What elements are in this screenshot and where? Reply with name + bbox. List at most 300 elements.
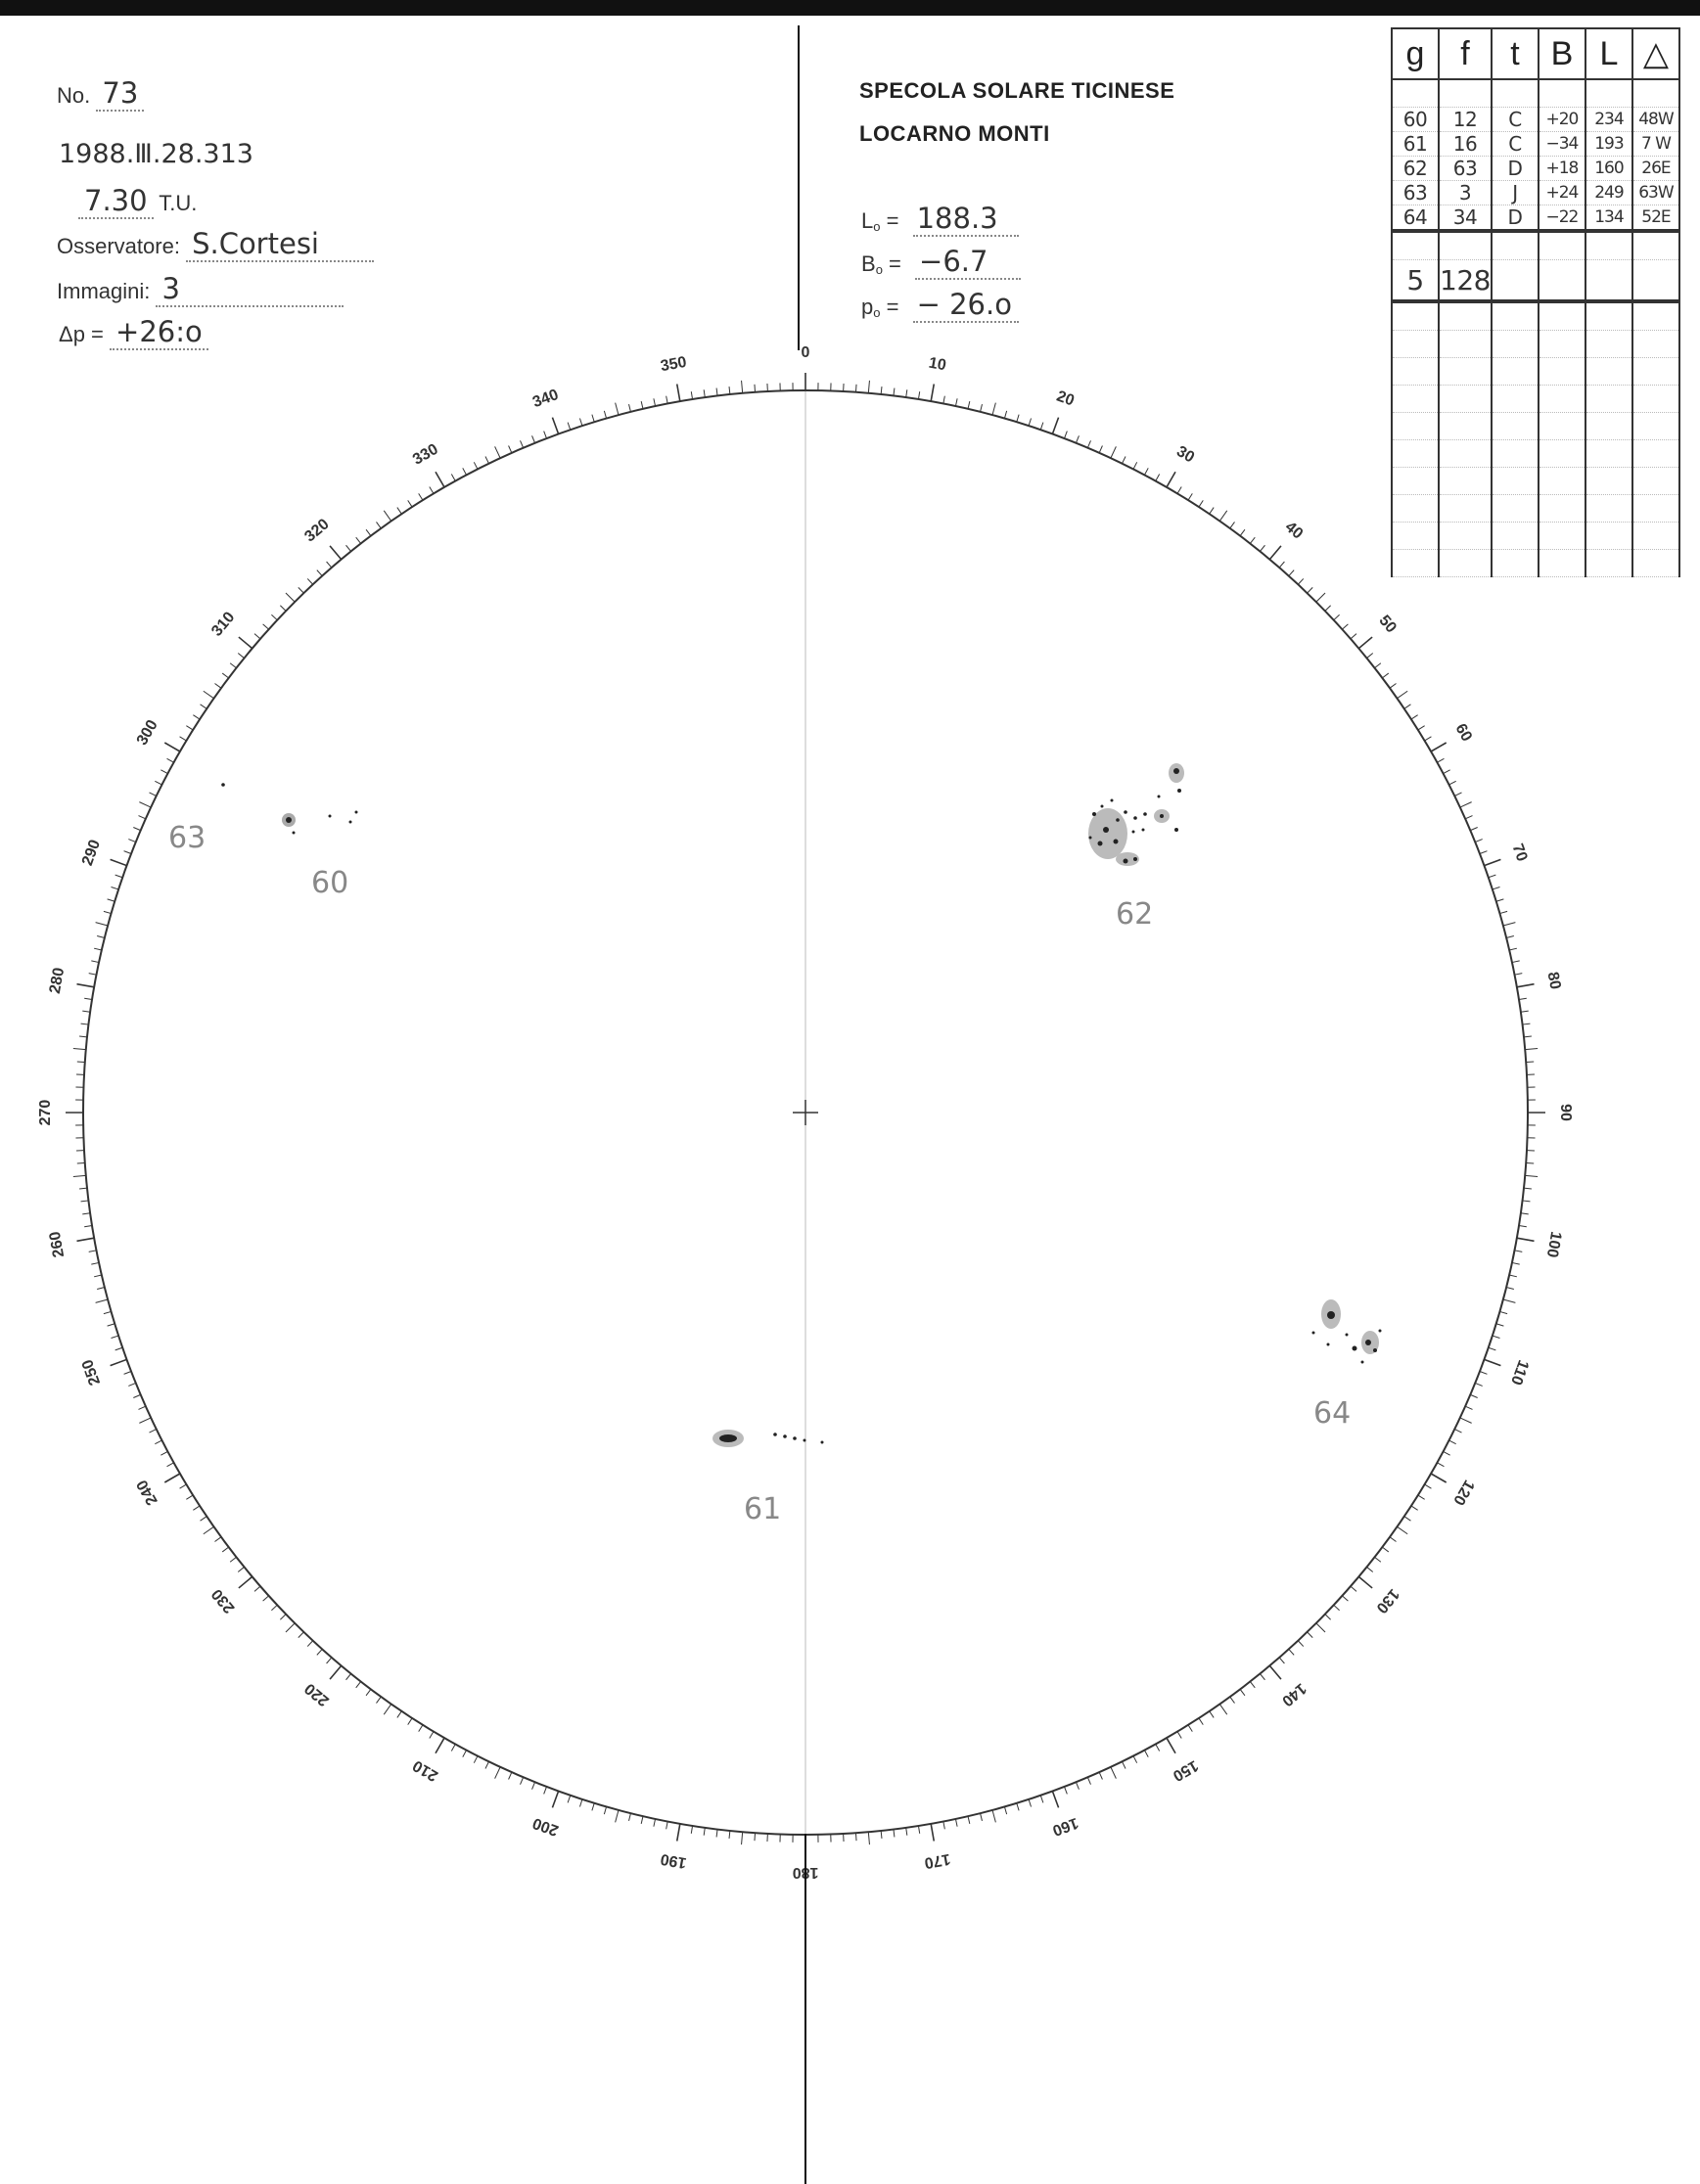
scale-tick: [485, 1761, 489, 1768]
table-cell: 48W: [1632, 108, 1679, 132]
header-f: f: [1439, 28, 1492, 79]
sunspot-group-63: [168, 783, 225, 855]
scale-tick: [84, 998, 92, 999]
scale-tick: [180, 1484, 187, 1488]
scale-tick: [931, 1824, 934, 1842]
scale-tick: [1431, 1474, 1447, 1482]
scale-tick: [1111, 1767, 1116, 1779]
scale-label: 20: [1054, 387, 1077, 410]
scale-label: 270: [37, 1099, 55, 1126]
header-g: g: [1392, 28, 1439, 79]
scale-label: 200: [530, 1813, 561, 1840]
scale-tick: [704, 1828, 705, 1836]
scale-tick: [881, 1831, 882, 1839]
scale-tick: [1522, 1201, 1530, 1202]
group-label-62: 62: [1116, 897, 1154, 932]
scale-tick: [1503, 923, 1516, 926]
scale-tick: [474, 462, 478, 469]
scale-tick: [1512, 961, 1520, 963]
spot: [804, 1439, 806, 1442]
scale-tick: [604, 411, 606, 419]
param-po-value: − 26.o: [913, 288, 1019, 323]
table-cell: 234: [1585, 108, 1632, 132]
table-cell: +20: [1539, 108, 1585, 132]
table-cell: 193: [1585, 132, 1632, 157]
param-po-eq: =: [886, 295, 899, 319]
scale-tick: [1289, 1649, 1294, 1655]
scale-tick: [894, 1829, 895, 1837]
scale-tick: [906, 1828, 907, 1836]
table-cell: 63W: [1632, 181, 1679, 205]
group-label-61: 61: [744, 1492, 782, 1526]
scale-tick: [238, 654, 244, 659]
scale-tick: [1524, 1188, 1532, 1189]
scale-tick: [263, 624, 269, 629]
scale-tick: [742, 1832, 743, 1844]
scale-tick: [1375, 1557, 1381, 1562]
scale-tick: [299, 587, 304, 593]
scale-tick: [1404, 1517, 1411, 1521]
scale-tick: [164, 1474, 180, 1482]
table-cell: 60: [1392, 108, 1439, 132]
scale-tick: [1431, 743, 1447, 751]
scale-tick: [474, 1756, 478, 1763]
scale-tick: [299, 1632, 304, 1638]
scale-tick: [96, 923, 109, 926]
scale-tick: [629, 1813, 631, 1821]
scale-tick: [968, 401, 970, 409]
scale-tick: [133, 828, 140, 831]
scale-tick: [485, 456, 489, 463]
scale-tick: [76, 984, 94, 987]
scale-tick: [1279, 562, 1284, 568]
scale-label: 250: [78, 1357, 105, 1388]
scale-tick: [463, 1751, 467, 1757]
scale-tick: [155, 1440, 161, 1444]
scale-tick: [1260, 545, 1264, 551]
scale-tick: [1496, 1324, 1504, 1326]
scale-tick: [1004, 1806, 1006, 1814]
scale-tick: [1525, 1175, 1538, 1176]
scale-label: 310: [208, 609, 239, 640]
scale-tick: [397, 508, 401, 515]
scale-label: 260: [46, 1230, 69, 1259]
scale-tick: [104, 911, 112, 913]
scale-tick: [307, 1641, 312, 1647]
scale-tick: [955, 398, 957, 406]
scale-tick: [532, 435, 535, 442]
scale-tick: [1493, 887, 1500, 888]
spot: [1132, 831, 1135, 834]
scale-tick: [1316, 593, 1325, 602]
scale-tick: [1496, 899, 1504, 901]
scale-tick: [704, 389, 705, 397]
number-label: No.: [57, 83, 91, 108]
scale-tick: [654, 398, 656, 406]
scale-tick: [1509, 948, 1517, 950]
scale-tick: [931, 384, 934, 401]
scale-tick: [1358, 1576, 1372, 1588]
scale-label: 130: [1372, 1585, 1402, 1616]
scale-tick: [254, 1586, 260, 1591]
scale-tick: [855, 1833, 856, 1841]
scale-tick: [968, 1816, 970, 1824]
scale-tick: [868, 1832, 869, 1844]
scale-label: 80: [1543, 970, 1564, 991]
scale-tick: [641, 401, 643, 409]
umbra: [1098, 842, 1103, 846]
scale-tick: [164, 743, 180, 751]
scale-tick: [1099, 1772, 1102, 1779]
scale-tick: [1367, 654, 1373, 659]
scale-tick: [641, 1816, 643, 1824]
spot: [293, 832, 296, 835]
scale-tick: [1308, 1632, 1313, 1638]
scale-tick: [1404, 705, 1411, 708]
scale-tick: [1475, 840, 1482, 842]
scale-tick: [1052, 418, 1058, 434]
scale-tick: [384, 1705, 391, 1715]
scale-tick: [1144, 468, 1148, 475]
scale-label: 100: [1542, 1230, 1565, 1259]
scale-tick: [1199, 500, 1203, 507]
scale-tick: [1425, 737, 1432, 741]
scale-label: 160: [1050, 1813, 1080, 1840]
scale-tick: [1519, 998, 1527, 999]
scale-tick: [1470, 828, 1477, 831]
scale-tick: [1351, 634, 1356, 639]
param-bo-eq: =: [889, 251, 901, 276]
scale-tick: [112, 887, 119, 888]
scale-tick: [89, 1251, 97, 1252]
scale-label: 150: [1170, 1756, 1201, 1785]
scale-label: 170: [923, 1849, 952, 1872]
scale-label: 140: [1278, 1679, 1309, 1709]
scale-tick: [167, 758, 174, 762]
scale-tick: [201, 705, 207, 708]
spot: [773, 1433, 777, 1436]
scale-tick: [138, 1406, 145, 1409]
scale-tick: [149, 793, 156, 796]
scale-tick: [91, 1262, 99, 1264]
images-value: 3: [156, 272, 344, 307]
scale-tick: [1506, 936, 1514, 938]
scale-tick: [73, 1175, 86, 1176]
date-value: 1988.Ⅲ.28.313: [59, 139, 253, 169]
scale-tick: [1425, 1484, 1432, 1488]
scale-tick: [271, 1605, 277, 1610]
scale-tick: [677, 384, 680, 401]
scale-tick: [180, 737, 187, 741]
scale-tick: [1460, 802, 1472, 807]
scale-tick: [1029, 419, 1031, 427]
scale-tick: [1133, 1756, 1137, 1763]
scale-tick: [943, 1821, 945, 1829]
param-lo-sub: o: [873, 219, 881, 234]
scale-tick: [193, 715, 200, 719]
param-lo-label: L: [861, 208, 874, 233]
scale-tick: [1240, 1689, 1245, 1695]
scale-tick: [868, 381, 869, 393]
group-label-64: 64: [1313, 1396, 1352, 1431]
scale-tick: [592, 415, 594, 423]
scale-tick: [1167, 472, 1175, 487]
scale-tick: [1260, 1674, 1264, 1680]
scale-label: 210: [410, 1756, 441, 1785]
scale-tick: [1230, 522, 1235, 527]
scale-tick: [992, 1810, 995, 1823]
scale-tick: [1418, 726, 1425, 730]
scale-tick: [616, 1810, 619, 1823]
scale-tick: [1230, 1697, 1235, 1703]
scale-tick: [1449, 1440, 1456, 1444]
table-cell: D: [1492, 205, 1539, 232]
scale-tick: [1514, 974, 1522, 976]
scale-tick: [1517, 984, 1535, 987]
spot: [1142, 829, 1145, 832]
scale-tick: [1144, 1751, 1148, 1757]
scale-tick: [1480, 1371, 1487, 1374]
scale-tick: [616, 403, 619, 416]
scale-tick: [1064, 432, 1067, 438]
scale-tick: [1210, 508, 1214, 515]
scale-tick: [81, 1201, 89, 1202]
scale-tick: [77, 1162, 85, 1163]
scale-tick: [238, 1567, 244, 1571]
scale-tick: [76, 1238, 94, 1241]
scale-tick: [82, 1213, 90, 1214]
scale-tick: [1156, 1744, 1160, 1751]
umbra: [1114, 840, 1119, 844]
scale-tick: [1156, 475, 1160, 481]
spot: [1158, 796, 1161, 798]
observer-value: S.Cortesi: [186, 227, 374, 262]
scale-tick: [186, 726, 193, 730]
scale-tick: [1017, 1803, 1019, 1811]
scale-label: 350: [659, 353, 688, 376]
scale-tick: [161, 1451, 167, 1455]
scale-tick: [755, 385, 756, 392]
scale-tick: [139, 802, 151, 807]
scale-tick: [1437, 1463, 1444, 1467]
scale-tick: [1514, 1251, 1522, 1252]
scale-tick: [1342, 1596, 1348, 1601]
spot: [1346, 1334, 1349, 1337]
scale-tick: [1509, 1275, 1517, 1277]
scale-tick: [1325, 606, 1331, 612]
scale-tick: [1029, 1799, 1031, 1807]
umbra: [1160, 814, 1164, 818]
scale-tick: [1040, 423, 1043, 431]
scale-tick: [1465, 816, 1472, 819]
scale-tick: [691, 1826, 692, 1834]
spot: [1111, 799, 1114, 802]
scale-tick: [1219, 1705, 1226, 1715]
spot: [1312, 1332, 1315, 1335]
scale-tick: [654, 1819, 656, 1827]
scale-tick: [149, 1430, 156, 1433]
scale-tick: [1465, 1406, 1472, 1409]
scale-tick: [1521, 1011, 1529, 1012]
scale-tick: [222, 673, 228, 678]
table-cell: +24: [1539, 181, 1585, 205]
scale-tick: [509, 445, 512, 452]
table-cell: 3: [1439, 181, 1492, 205]
scale-tick: [286, 1623, 295, 1632]
scale-tick: [408, 500, 412, 507]
observatory-name-line1: SPECOLA SOLARE TICINESE: [859, 78, 1175, 103]
spot: [329, 815, 332, 818]
scale-tick: [1382, 1547, 1388, 1552]
scale-tick: [1517, 1238, 1535, 1241]
time-unit: T.U.: [159, 191, 198, 215]
scale-tick: [97, 1288, 105, 1290]
scale-tick: [366, 1689, 371, 1695]
scale-tick: [124, 851, 131, 854]
scale-tick: [1199, 1718, 1203, 1725]
scale-tick: [1004, 411, 1006, 419]
scale-tick: [1525, 1049, 1538, 1050]
scale-tick: [1334, 614, 1340, 619]
scale-tick: [451, 475, 455, 481]
scale-tick: [1506, 1288, 1514, 1290]
scale-tick: [1398, 1526, 1408, 1533]
param-lo-eq: =: [886, 208, 899, 233]
table-cell: D: [1492, 157, 1539, 181]
delta-p-value: +26:o: [110, 315, 208, 350]
scale-tick: [254, 634, 260, 639]
scale-tick: [111, 1359, 127, 1365]
scale-tick: [1316, 1623, 1325, 1632]
scale-label: 30: [1173, 442, 1198, 467]
scale-tick: [1526, 1062, 1534, 1063]
scale-tick: [84, 1225, 92, 1226]
scale-tick: [112, 1336, 119, 1338]
scale-tick: [1519, 1225, 1527, 1226]
scale-tick: [1177, 1732, 1181, 1739]
scale-tick: [918, 391, 919, 399]
scale-label: 300: [133, 717, 161, 749]
table-cell: 61: [1392, 132, 1439, 157]
scale-tick: [408, 1718, 412, 1725]
scale-tick: [366, 529, 371, 535]
scale-tick: [280, 1615, 286, 1620]
param-po-sub: o: [873, 305, 881, 320]
scale-label: 220: [301, 1679, 333, 1709]
scale-tick: [666, 396, 668, 404]
scale-tick: [1454, 1430, 1461, 1433]
scale-tick: [1123, 1761, 1126, 1768]
scale-tick: [193, 1506, 200, 1510]
scale-tick: [1133, 462, 1137, 469]
scale-tick: [239, 1576, 253, 1588]
scale-label: 340: [530, 386, 561, 412]
scale-tick: [1099, 445, 1102, 452]
table-cell: 63: [1439, 157, 1492, 181]
scale-tick: [906, 389, 907, 397]
scale-tick: [716, 1829, 717, 1837]
scale-tick: [742, 381, 743, 393]
scale-label: 70: [1508, 842, 1531, 864]
scale-tick: [521, 1777, 524, 1784]
scale-label: 290: [78, 838, 105, 868]
scale-label: 10: [927, 354, 948, 375]
scale-label: 50: [1375, 612, 1400, 637]
scale-tick: [317, 570, 322, 576]
scale-tick: [1177, 487, 1181, 494]
number-value: 73: [96, 76, 144, 112]
spot: [1361, 1361, 1364, 1364]
scale-tick: [1269, 1665, 1281, 1679]
scale-tick: [280, 606, 286, 612]
scale-tick: [307, 578, 312, 584]
scale-tick: [1375, 663, 1381, 668]
scale-tick: [230, 1557, 236, 1562]
table-cell: C: [1492, 132, 1539, 157]
spot: [783, 1434, 787, 1438]
scale-tick: [330, 1665, 342, 1679]
scale-tick: [1325, 1615, 1331, 1620]
sunspot-group-60: [282, 811, 358, 901]
scale-tick: [1444, 770, 1450, 774]
scale-tick: [1382, 673, 1388, 678]
scale-tick: [115, 1347, 123, 1350]
scale-tick: [955, 1819, 957, 1827]
group-label-63: 63: [168, 821, 207, 855]
table-cell: −22: [1539, 205, 1585, 232]
spot: [1327, 1343, 1330, 1346]
scale-tick: [419, 493, 423, 500]
header-delta: △: [1632, 28, 1679, 79]
scale-tick: [1298, 1641, 1303, 1647]
scale-tick: [94, 1275, 102, 1277]
scale-tick: [1449, 781, 1456, 785]
scale-tick: [568, 1796, 571, 1803]
scale-tick: [579, 1799, 581, 1807]
sunspot-group-61: [712, 1430, 824, 1526]
scale-tick: [1499, 911, 1507, 913]
scale-tick: [1188, 1725, 1192, 1732]
scale-tick: [327, 1658, 332, 1663]
scale-tick: [1210, 1711, 1214, 1718]
scale-label: 40: [1281, 519, 1307, 543]
scale-tick: [544, 432, 547, 438]
scale-label: 320: [301, 516, 333, 546]
scale-tick: [532, 1782, 535, 1789]
scale-tick: [436, 1738, 444, 1753]
table-cell: 7 W: [1632, 132, 1679, 157]
scale-tick: [1219, 511, 1226, 522]
scale-label: 330: [410, 440, 441, 469]
scale-tick: [1052, 1791, 1058, 1807]
scale-tick: [128, 840, 135, 842]
scale-tick: [82, 1011, 90, 1012]
scale-tick: [377, 1697, 382, 1703]
scale-tick: [568, 423, 571, 431]
scale-label: 60: [1451, 720, 1476, 745]
scale-tick: [94, 948, 102, 950]
scale-tick: [271, 614, 277, 619]
scale-tick: [1064, 1787, 1067, 1794]
scale-tick: [286, 593, 295, 602]
param-po-label: p: [861, 295, 874, 319]
umbra: [1173, 768, 1179, 774]
scale-tick: [133, 1394, 140, 1397]
scale-tick: [677, 1824, 680, 1842]
scale-tick: [222, 1547, 228, 1552]
scale-tick: [1418, 1495, 1425, 1499]
table-cell: 63: [1392, 181, 1439, 205]
